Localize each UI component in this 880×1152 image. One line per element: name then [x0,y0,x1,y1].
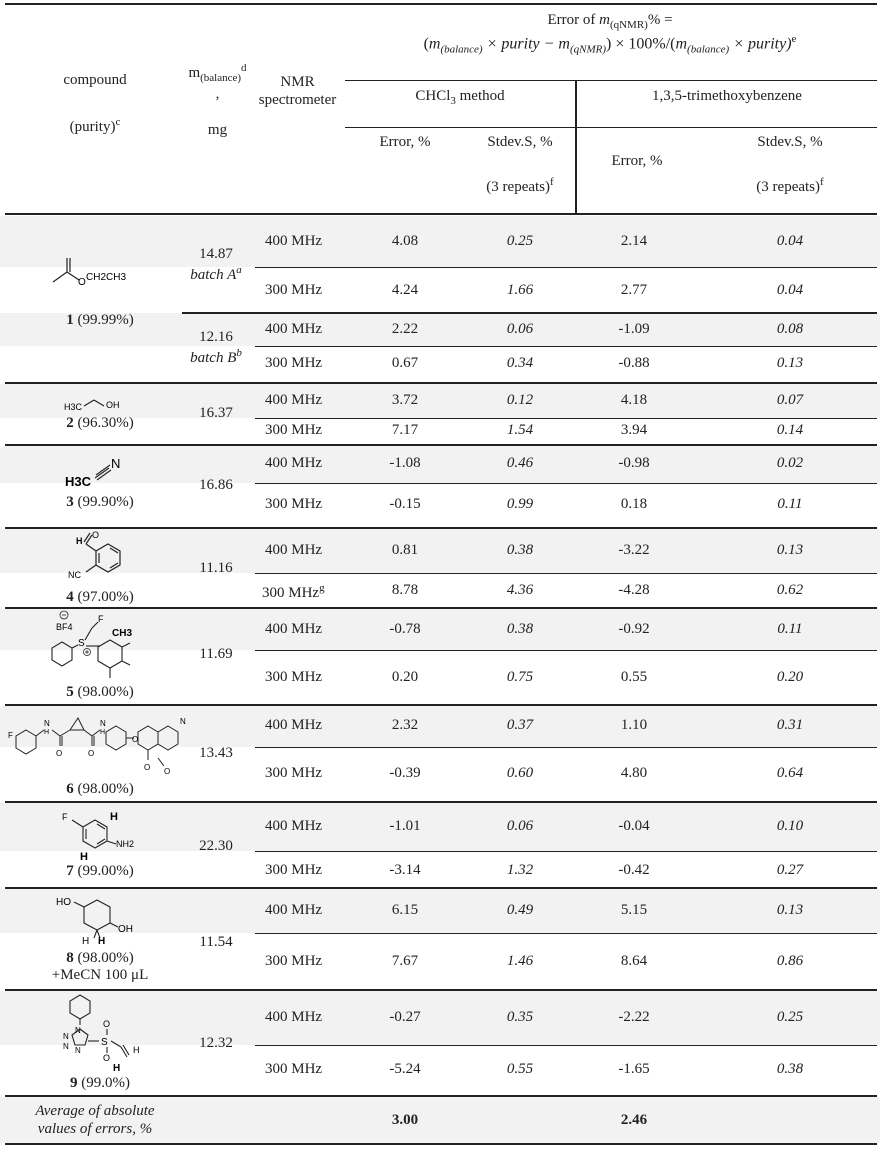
struct-atom: OH [118,924,133,935]
footer-avg-chcl3: 3.00 [391,1112,419,1128]
error-chcl3: 2.32 [391,717,419,733]
stdev-tmb: 0.02 [776,455,804,471]
footer-avg-tmb: 2.46 [620,1112,648,1128]
rule [255,267,877,268]
error-chcl3: 7.67 [391,953,419,969]
error-title-text: Error of [547,12,596,28]
header-mass-unit: mg [207,122,228,138]
rule [5,607,877,609]
structure-7-image [50,806,140,864]
struct-atom: O [103,1053,111,1063]
struct-atom: OH [106,400,120,410]
stdev-tmb: 0.10 [776,818,804,834]
nmr-frequency [265,321,322,338]
error-tmb: 4.80 [620,765,648,781]
struct-atom: O [164,767,171,776]
error-tmb: -0.92 [618,621,650,637]
nmr-frequency-text: 300 MHz [265,496,323,512]
compound-purity: (98.00%) [77,781,134,797]
nmr-frequency [265,542,322,559]
rule [255,418,877,419]
error-tmb: -0.88 [618,355,650,371]
stdev-tmb: 0.86 [776,953,804,969]
nmr-frequency-text: 400 MHz [265,902,323,918]
stdev-chcl3: 0.99 [506,496,534,512]
compound-label [20,312,180,329]
struct-atom: HO [56,897,71,908]
stdev-chcl3: 0.34 [506,355,534,371]
stdev-chcl3: 0.06 [506,818,534,834]
error-tmb: -1.09 [618,321,650,337]
rule-top [5,3,877,5]
struct-atom: H3C [64,402,83,412]
stdev-chcl3: 0.55 [506,1061,534,1077]
nmr-frequency [262,582,325,602]
nmr-frequency-text: 400 MHz [265,321,323,337]
compound-num: 1 [66,312,74,328]
rule-method [345,80,877,81]
stdev-tmb: 0.04 [776,282,804,298]
struct-atom: CH2CH3 [86,272,127,283]
footer-label-1: Average of absolute [35,1103,155,1119]
mass-batch-text: batch A [190,267,237,283]
stdev-chcl3: 1.46 [506,953,534,969]
stdev-chcl3: 0.35 [506,1009,534,1025]
compound-purity: (96.30%) [77,415,134,431]
compound-label [20,950,180,967]
struct-atom: S [101,1037,108,1048]
stdev-chcl3: 4.36 [506,582,534,598]
rule [255,1045,877,1046]
error-tmb: -3.22 [618,542,650,558]
header-nmr-1: NMR [280,74,315,90]
structure-4-image [58,530,138,588]
rule-method-bottom [345,127,877,128]
sub-repeats-text: (3 repeats) [486,179,551,195]
sub-stdev-2: Stdev.S, % [757,134,823,150]
stdev-chcl3: 0.60 [506,765,534,781]
formula-open: ( [423,35,429,53]
error-tmb: -0.04 [618,818,650,834]
stdev-tmb: 0.27 [776,862,804,878]
mass-batch [180,264,252,284]
mass-value: 16.86 [199,477,233,493]
nmr-frequency [265,422,322,439]
structure-6-image [8,708,186,776]
struct-atom: N [100,719,106,728]
stdev-tmb: 0.64 [776,765,804,781]
nmr-frequency [265,1061,322,1078]
error-chcl3: 6.15 [391,902,419,918]
stdev-chcl3: 1.32 [506,862,534,878]
compound-purity: (99.00%) [77,863,134,879]
nmr-frequency-text: 400 MHz [265,392,323,408]
stdev-tmb: 0.11 [777,621,803,637]
structure-2-image [62,394,142,416]
rule [255,483,877,484]
error-chcl3: -0.39 [389,765,421,781]
nmr-frequency [265,1009,322,1026]
method1-prefix: CHCl [415,88,451,104]
struct-atom: NC [68,570,81,580]
nmr-frequency-text: 300 MHz [262,585,320,601]
struct-atom: N [63,1042,69,1051]
sub-repeats-text: (3 repeats) [756,179,821,195]
nmr-frequency-text: 300 MHz [265,422,323,438]
error-tmb: 0.55 [620,669,648,685]
struct-atom: N [180,717,186,726]
nmr-frequency [265,669,322,686]
rule-bottom [5,1143,877,1145]
stdev-tmb: 0.38 [776,1061,804,1077]
error-chcl3: -0.78 [389,621,421,637]
nmr-frequency-text: 400 MHz [265,455,323,471]
structure-1-image [45,250,145,290]
nmr-frequency [265,496,322,513]
stdev-chcl3: 0.06 [506,321,534,337]
compound-label [20,415,180,432]
struct-atom: H [82,936,90,947]
sub-error-1: Error, % [379,134,431,150]
stdev-chcl3: 1.54 [506,422,534,438]
error-tmb: 0.18 [620,496,648,512]
stdev-tmb: 0.08 [776,321,804,337]
compound-num: 5 [66,684,74,700]
rule [5,704,877,706]
struct-atom: O [56,749,63,758]
compound-num: 6 [66,781,74,797]
error-chcl3: -3.14 [389,862,421,878]
method1-suffix: method [455,88,505,104]
nmr-frequency-text: 300 MHz [265,953,323,969]
compound-num: 9 [70,1075,78,1091]
nmr-frequency-text: 400 MHz [265,818,323,834]
compound-num: 3 [66,494,74,510]
stdev-chcl3: 0.46 [506,455,534,471]
struct-atom: F [8,731,13,740]
header-mass-sup: d [241,62,247,74]
stdev-tmb: 0.14 [776,422,804,438]
struct-atom: F [62,812,68,822]
error-tmb: 5.15 [620,902,648,918]
struct-atom: H [80,851,88,863]
header-mass-comma: , [215,86,220,102]
struct-atom: H [76,536,83,546]
error-title-sub: (qNMR) [609,19,648,31]
struct-atom: O [78,277,86,288]
nmr-frequency-text: 300 MHz [265,765,323,781]
mass-value: 12.32 [199,1035,233,1051]
rule [255,933,877,934]
nmr-frequency [265,862,322,879]
error-formula [350,33,870,56]
nmr-frequency [265,765,322,782]
stdev-chcl3: 1.66 [506,282,534,298]
error-tmb: -0.98 [618,455,650,471]
error-chcl3: 4.08 [391,233,419,249]
struct-atom: O [144,763,151,772]
stdev-chcl3: 0.75 [506,669,534,685]
mass-value: 16.37 [199,405,233,421]
mass-value: 11.54 [199,934,233,950]
header-purity-sup: c [115,116,121,128]
error-title-m: m [599,12,610,28]
nmr-frequency-text: 300 MHz [265,355,323,371]
mass-batch-text: batch B [190,350,237,366]
rule [5,382,877,384]
rule [5,989,877,991]
header-purity [30,116,160,136]
error-chcl3: -1.01 [389,818,421,834]
footer-label-2: values of errors, % [37,1121,153,1137]
formula-end: × purity) [733,35,792,53]
error-tmb: -0.42 [618,862,650,878]
error-chcl3: 0.81 [391,542,419,558]
compound-num: 8 [66,950,74,966]
error-title-pct: % = [647,12,673,28]
formula-purity: × purity − m [486,35,570,53]
rule [255,747,877,748]
stdev-tmb: 0.07 [776,392,804,408]
error-chcl3: 0.67 [391,355,419,371]
stdev-tmb: 0.13 [776,902,804,918]
error-title [350,12,870,31]
error-tmb: 1.10 [620,717,648,733]
error-tmb: -4.28 [618,582,650,598]
struct-atom: NH2 [116,839,135,849]
structure-5-image [50,610,145,685]
compound-label [20,494,180,511]
compound-label [20,1075,180,1092]
sub-error-2: Error, % [611,153,663,169]
compound-purity: (99.90%) [77,494,134,510]
struct-atom: H3C [65,474,92,489]
header-nmr-2: spectrometer [258,92,337,108]
struct-atom: N [75,1026,81,1035]
struct-atom: N [111,456,121,471]
error-chcl3: -0.15 [389,496,421,512]
struct-atom: F [98,614,104,624]
error-tmb: 2.77 [620,282,648,298]
error-chcl3: 0.20 [391,669,419,685]
nmr-frequency [265,392,322,409]
compound-num: 4 [66,589,74,605]
compound-purity: (99.99%) [77,312,134,328]
formula-qnmr: (qNMR) [569,43,607,56]
sub-repeats-1 [465,176,575,196]
structure-3-image [65,452,135,492]
formula-balance2: (balance) [687,43,730,56]
nmr-frequency-text: 300 MHz [265,862,323,878]
method1-sub: 3 [450,95,456,107]
nmr-frequency [265,818,322,835]
nmr-frequency [265,717,322,734]
stdev-tmb: 0.11 [777,496,803,512]
header-mass-m: m [188,65,201,81]
nmr-frequency-text: 400 MHz [265,1009,323,1025]
stdev-tmb: 0.20 [776,669,804,685]
struct-atom: H [98,936,106,947]
compound-label [20,684,180,701]
header-mass-sub: (balance) [200,72,242,84]
stdev-tmb: 0.13 [776,542,804,558]
formula-m: m [428,35,441,53]
nmr-frequency-text: 400 MHz [265,717,323,733]
struct-atom: O [132,735,139,744]
error-chcl3: -1.08 [389,455,421,471]
mass-batch-sup: a [236,264,242,276]
error-tmb: 2.14 [620,233,648,249]
stdev-tmb: 0.31 [776,717,804,733]
error-tmb: 4.18 [620,392,648,408]
rule [255,573,877,574]
error-tmb: -1.65 [618,1061,650,1077]
nmr-frequency [265,355,322,372]
stdev-chcl3: 0.25 [506,233,534,249]
struct-atom: BF4 [56,622,73,632]
nmr-frequency [265,621,322,638]
rule [5,801,877,803]
header-mass [175,62,260,84]
sub-repeats-sup: f [820,176,824,188]
mass-value: 11.69 [199,646,233,662]
nmr-frequency-text: 400 MHz [265,542,323,558]
compound-purity: (98.00%) [77,684,134,700]
nmr-frequency-text: 300 MHz [265,282,323,298]
mass-value: 11.16 [199,560,233,576]
stdev-chcl3: 0.38 [506,542,534,558]
compound-num: 7 [66,863,74,879]
nmr-frequency-text: 300 MHz [265,669,323,685]
compound-label [20,781,180,798]
rule [5,887,877,889]
compound-extra: +MeCN 100 μL [51,967,149,983]
rule [5,1095,877,1097]
method2-title: 1,3,5-trimethoxybenzene [652,88,802,104]
struct-atom: N [44,719,50,728]
mass-value: 13.43 [199,745,233,761]
stdev-tmb: 0.04 [776,233,804,249]
structure-8-image [52,892,142,948]
rule [5,444,877,446]
rule-header-bottom [5,213,877,215]
formula-m2: m [675,35,688,53]
nmr-frequency-text: 400 MHz [265,621,323,637]
struct-atom: O [92,530,100,540]
rule [182,312,877,314]
nmr-frequency [265,902,322,919]
formula-close: ) × 100%/( [606,35,676,53]
nmr-frequency-text: 300 MHz [265,1061,323,1077]
mass-batch [180,347,252,367]
rule [255,346,877,347]
stdev-tmb: 0.62 [776,582,804,598]
stdev-chcl3: 0.49 [506,902,534,918]
mass-batch-sup: b [236,347,242,359]
mass-value: 14.87 [199,246,233,262]
compound-purity: (97.00%) [77,589,134,605]
error-chcl3: 4.24 [391,282,419,298]
formula-balance: (balance) [440,43,483,56]
error-chcl3: -5.24 [389,1061,421,1077]
nmr-frequency [265,953,322,970]
struct-atom: N [63,1032,69,1041]
struct-atom: H [110,811,118,823]
struct-atom: O [88,749,95,758]
header-compound: compound [63,72,127,88]
nmr-frequency [265,282,322,299]
rule [255,650,877,651]
stdev-tmb: 0.13 [776,355,804,371]
formula-sup: e [791,33,797,45]
nmr-frequency [265,455,322,472]
mass-value: 12.16 [199,329,233,345]
method1-title [345,88,575,107]
error-tmb: 3.94 [620,422,648,438]
error-chcl3: 8.78 [391,582,419,598]
mass-value: 22.30 [199,838,233,854]
compound-label [20,589,180,606]
struct-atom: N [75,1046,81,1055]
stdev-tmb: 0.25 [776,1009,804,1025]
error-chcl3: 3.72 [391,392,419,408]
rule [255,851,877,852]
struct-atom: H [133,1045,140,1055]
stdev-chcl3: 0.38 [506,621,534,637]
compound-purity: (98.00%) [77,950,134,966]
struct-atom: O [103,1019,111,1029]
header-purity-text: (purity) [69,119,116,135]
struct-atom: H [100,729,106,736]
error-chcl3: 2.22 [391,321,419,337]
sub-repeats-2 [705,176,875,196]
nmr-frequency-sup: g [319,582,325,594]
nmr-frequency [265,233,322,250]
structure-9-image [55,993,145,1075]
struct-atom: H [44,729,50,736]
compound-num: 2 [66,415,74,431]
stdev-chcl3: 0.37 [506,717,534,733]
struct-atom: H [113,1063,121,1074]
error-chcl3: -0.27 [389,1009,421,1025]
rule [5,527,877,529]
stdev-chcl3: 0.12 [506,392,534,408]
struct-atom: CH3 [112,628,133,639]
compound-label [20,863,180,880]
error-chcl3: 7.17 [391,422,419,438]
error-tmb: -2.22 [618,1009,650,1025]
nmr-frequency-text: 400 MHz [265,233,323,249]
sub-repeats-sup: f [550,176,554,188]
sub-stdev-1: Stdev.S, % [487,134,553,150]
error-tmb: 8.64 [620,953,648,969]
struct-atom: S [78,638,85,649]
compound-purity: (99.0%) [81,1075,130,1091]
